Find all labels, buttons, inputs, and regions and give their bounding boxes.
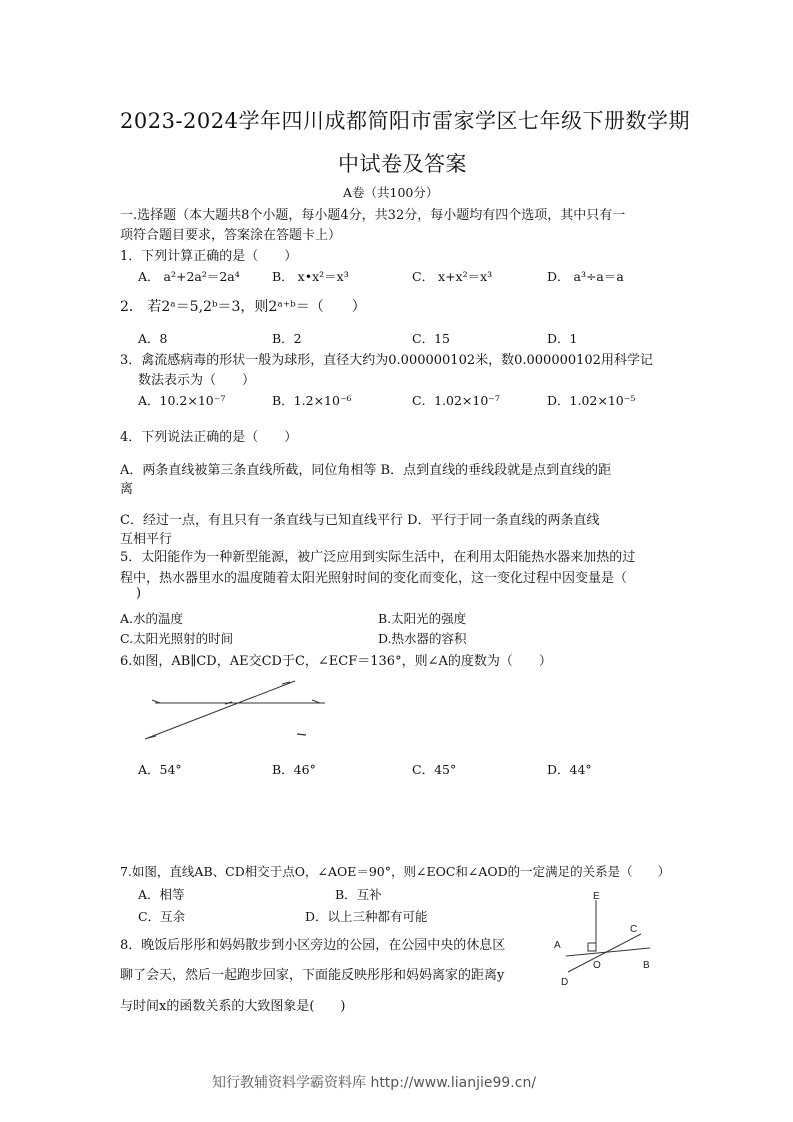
q2-option-c: C．15 [412,331,450,346]
q7-option-d: D．以上三种都有可能 [305,909,428,924]
q1-option-d: D． a³÷a＝a [547,269,624,284]
footer-source: 知行教辅资料学霸资料库 http://www.lianjie99.cn/ [212,1075,537,1091]
q7-stem: 7.如图，直线AB、CD相交于点O，∠AOE＝90°，则∠EOC和∠AOD的一定满足的关系是（ ） [120,864,671,879]
q7-right-angle-mark [588,943,596,951]
q3-stem-line2: 数法表示为（ ） [138,373,256,388]
q5-stem-line3: ) [136,586,142,601]
q7-label-e: E [593,891,600,902]
q4-stem: 4．下列说法正确的是（ ） [120,430,298,445]
q4-options-cd-line2: 互相平行 [120,532,173,547]
q3-option-b: B．1.2×10⁻⁶ [272,393,352,408]
part1-instructions-line2: 项符合题目要求，答案涂在答题卡上） [120,228,342,243]
q7-line-cd [568,934,641,972]
q5-option-b: B.太阳光的强度 [378,611,467,626]
q7-line-ab [566,948,650,956]
q5-stem-line1: 5．太阳能作为一种新型能源，被广泛应用到实际生活中，在利用太阳能热水器来加热的过 [120,550,636,565]
q2-stem: 2． 若2ᵃ＝5,2ᵇ＝3，则2ᵃ⁺ᵇ＝（ ） [120,299,366,315]
part1-instructions-line1: 一.选择题（本大题共8个小题，每小题4分，共32分，每小题均有四个选项，其中只有一 [120,208,626,223]
q3-stem-line1: 3．禽流感病毒的形状一般为球形，直径大约为0.000000102米，数0.000000102用科学记 [120,353,653,368]
q6-option-b: B．46° [272,762,316,777]
q3-option-d: D．1.02×10⁻⁵ [547,393,636,408]
q2-option-a: A．8 [138,331,168,346]
page-title-line1: 2023-2024学年四川成都简阳市雷家学区七年级下册数学期 [120,109,690,133]
section-a-heading: A卷（共100分） [343,185,439,200]
q6-option-a: A．54° [138,762,182,777]
q1-option-b: B． x•x²＝x³ [272,269,349,284]
q2-option-d: D．1 [547,331,578,346]
q5-option-d: D.热水器的容积 [378,631,467,646]
q3-option-c: C．1.02×10⁻⁷ [412,393,500,408]
q6-mark-d [297,734,306,735]
q7-label-o: O [593,960,601,971]
q1-stem: 1．下列计算正确的是（ ） [120,249,298,264]
q5-option-a: A.水的温度 [120,611,184,626]
q7-option-a: A．相等 [138,887,185,902]
q7-figure [548,888,663,993]
q8-stem-line3: 与时间x的函数关系的大致图象是( ) [120,999,346,1014]
q7-option-b: B．互补 [335,887,382,902]
q2-option-b: B．2 [272,331,302,346]
q3-option-a: A．10.2×10⁻⁷ [138,393,226,408]
q7-option-c: C．互余 [138,909,186,924]
q7-label-d: D [561,977,569,988]
q4-options-ab-line2: 离 [120,482,134,497]
q7-label-b: B [643,960,650,971]
q1-option-a: A． a²+2a²＝2a⁴ [138,269,240,284]
q6-figure [140,672,340,752]
q8-stem-line2: 聊了会天，然后一起跑步回家，下面能反映彤彤和妈妈离家的距离y [120,968,505,983]
q5-stem-line2: 程中，热水器里水的温度随着太阳光照射时间的变化而变化，这一变化过程中因变量是（ [120,571,628,586]
q8-stem-line1: 8．晚饭后彤彤和妈妈散步到小区旁边的公园，在公园中央的休息区 [120,938,506,953]
page-title-line2: 中试卷及答案 [338,152,467,176]
q4-options-ab-line1: A．两条直线被第三条直线所截，同位角相等 B．点到直线的垂线段就是点到直线的距 [120,463,612,478]
q7-label-a: A [554,940,561,951]
q6-option-d: D．44° [547,762,592,777]
q4-options-cd-line1: C．经过一点，有且只有一条直线与已知直线平行 D．平行于同一条直线的两条直线 [120,513,600,528]
q6-line-ae [145,681,295,739]
q7-label-c: C [630,924,638,935]
q6-option-c: C．45° [412,762,457,777]
q6-stem: 6.如图，AB∥CD，AE交CD于C，∠ECF＝136°，则∠A的度数为（ ） [120,654,552,669]
q5-option-c: C.太阳光照射的时间 [120,631,234,646]
q1-option-c: C． x+x²＝x³ [412,269,493,284]
